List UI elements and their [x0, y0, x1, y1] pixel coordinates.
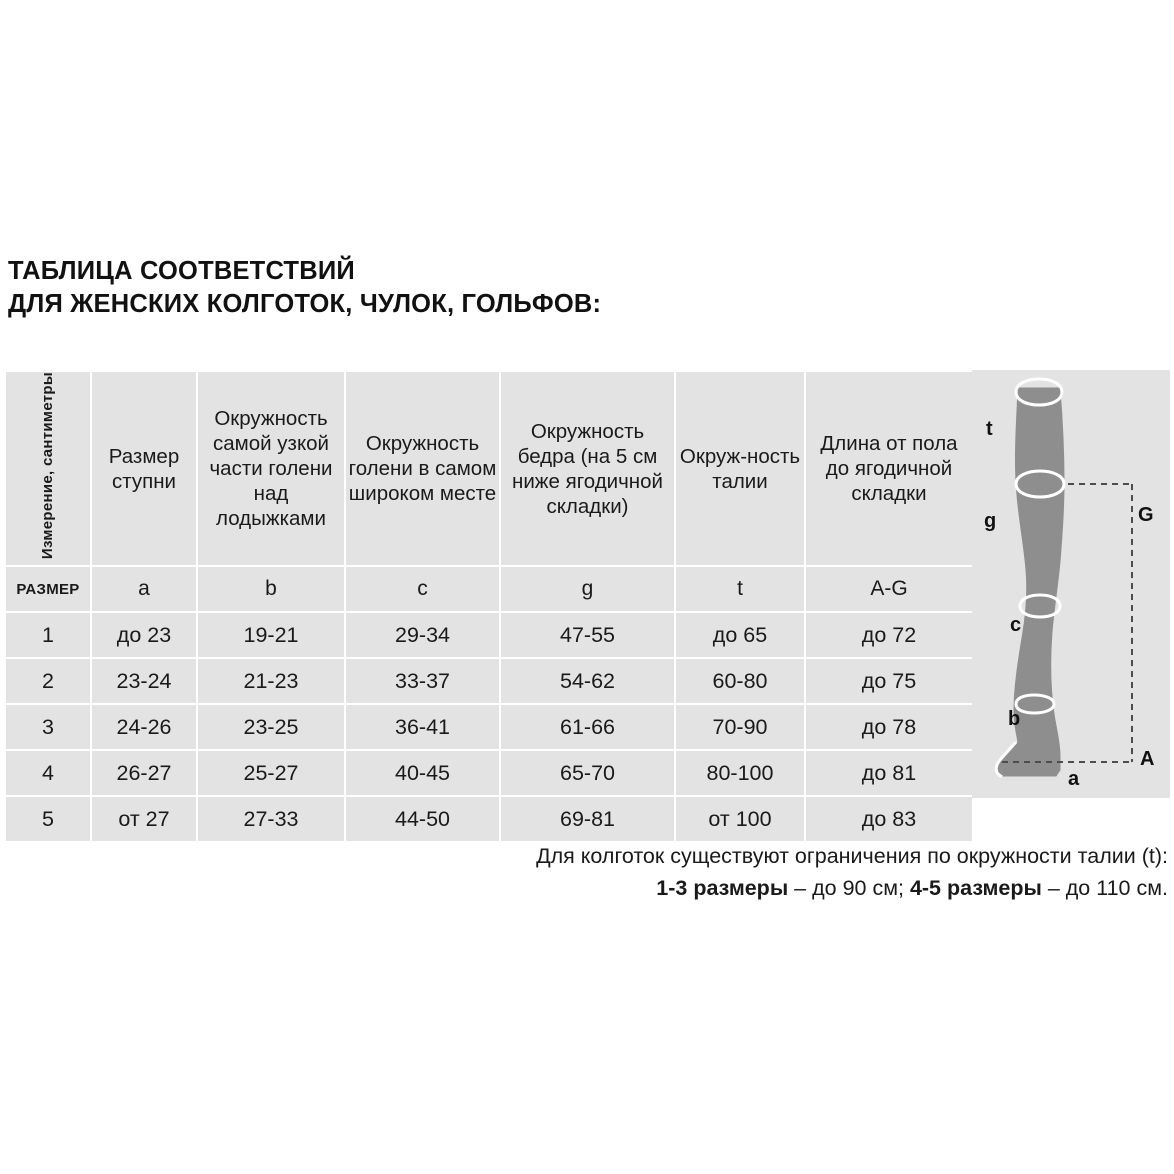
letters-cell-ag: A-G [805, 566, 973, 612]
table-letters-row [5, 566, 973, 612]
label-g-left: g [984, 510, 997, 532]
label-t: t [986, 418, 993, 440]
header-cell-calf: Окружность голени в самом широком месте [345, 371, 500, 566]
cell-t: 70-90 [675, 704, 805, 750]
footer-note-sizes-1-3: 1-3 размеры [656, 876, 789, 900]
footer-note-sizes-4-5: 4-5 размеры [909, 876, 1042, 900]
label-c: c [1010, 614, 1022, 636]
table-row [5, 750, 973, 796]
label-A-right: A [1140, 748, 1155, 770]
header-cell-measurement [5, 371, 91, 566]
table-row [5, 704, 973, 750]
cell-b: 21-23 [197, 658, 345, 704]
footer-note-line-2 [0, 872, 1168, 904]
cell-a: 23-24 [91, 658, 197, 704]
letters-cell-size: РАЗМЕР [5, 566, 91, 612]
cell-b: 25-27 [197, 750, 345, 796]
cell-b: 23-25 [197, 704, 345, 750]
page-title-line-2: ДЛЯ ЖЕНСКИХ КОЛГОТОК, ЧУЛОК, ГОЛЬФОВ: [8, 290, 602, 318]
cell-t: 80-100 [675, 750, 805, 796]
cell-g: 54-62 [500, 658, 675, 704]
table-row [5, 612, 973, 658]
cell-c: 44-50 [345, 796, 500, 842]
header-cell-thigh: Окружность бедра (на 5 см ниже ягодичной складки) [500, 371, 675, 566]
table-row [5, 658, 973, 704]
cell-size: 2 [5, 658, 91, 704]
cell-t: от 100 [675, 796, 805, 842]
letters-cell-g: g [500, 566, 675, 612]
cell-t: 60-80 [675, 658, 805, 704]
header-cell-waist: Окруж-ность талии [675, 371, 805, 566]
cell-a: до 23 [91, 612, 197, 658]
page-title-line-1: ТАБЛИЦА СООТВЕТСТВИЙ [8, 257, 355, 285]
header-cell-foot-size: Размер ступни [91, 371, 197, 566]
cell-g: 69-81 [500, 796, 675, 842]
cell-size: 1 [5, 612, 91, 658]
label-G-right: G [1138, 504, 1154, 526]
cell-ag: до 83 [805, 796, 973, 842]
leg-measurement-diagram [972, 370, 1170, 798]
cell-a: от 27 [91, 796, 197, 842]
letters-cell-t: t [675, 566, 805, 612]
cell-ag: до 81 [805, 750, 973, 796]
cell-c: 36-41 [345, 704, 500, 750]
header-cell-ankle: Окружность самой узкой части голени над лодыжками [197, 371, 345, 566]
footer-note-limit-4-5: – до 110 см. [1041, 876, 1168, 900]
cell-size: 3 [5, 704, 91, 750]
header-measurement-label: Измерение, сантиметры [39, 372, 56, 560]
label-a: a [1068, 768, 1080, 790]
letters-cell-a: a [91, 566, 197, 612]
cell-c: 40-45 [345, 750, 500, 796]
label-b: b [1008, 708, 1021, 730]
footer-note [0, 840, 1174, 904]
footer-note-limit-1-3: – до 90 см; [788, 876, 910, 900]
footer-note-line-1: Для колготок существуют ограничения по окружности талии (t): [536, 844, 1168, 868]
cell-g: 65-70 [500, 750, 675, 796]
table-row [5, 796, 973, 842]
letters-cell-c: c [345, 566, 500, 612]
cell-c: 33-37 [345, 658, 500, 704]
cell-g: 47-55 [500, 612, 675, 658]
header-cell-length: Длина от пола до ягодичной складки [805, 371, 973, 566]
cell-t: до 65 [675, 612, 805, 658]
cell-ag: до 78 [805, 704, 973, 750]
cell-ag: до 75 [805, 658, 973, 704]
cell-g: 61-66 [500, 704, 675, 750]
cell-b: 27-33 [197, 796, 345, 842]
cell-a: 26-27 [91, 750, 197, 796]
table-header-row [5, 371, 973, 566]
cell-a: 24-26 [91, 704, 197, 750]
cell-c: 29-34 [345, 612, 500, 658]
page-title [8, 255, 601, 321]
cell-size: 4 [5, 750, 91, 796]
size-table-container [4, 370, 972, 843]
size-table [4, 370, 974, 843]
leg-diagram-svg [972, 370, 1170, 798]
cell-size: 5 [5, 796, 91, 842]
letters-cell-b: b [197, 566, 345, 612]
cell-b: 19-21 [197, 612, 345, 658]
cell-ag: до 72 [805, 612, 973, 658]
